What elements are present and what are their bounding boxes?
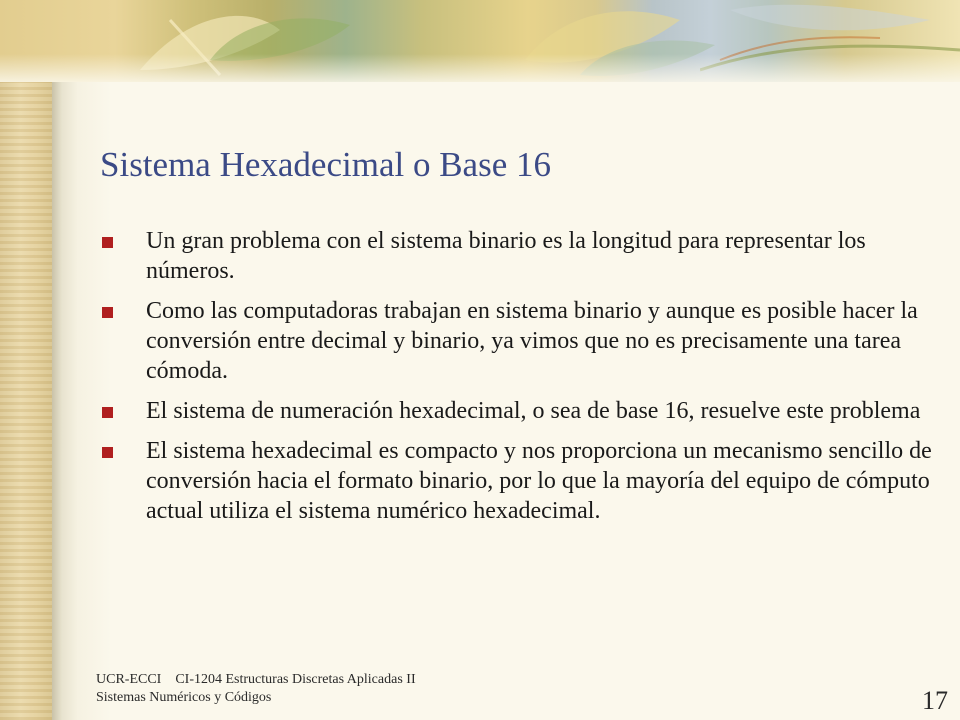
- decorative-banner: [0, 0, 960, 82]
- footer-course: UCR-ECCI CI-1204 Estructuras Discretas Aplicadas II: [96, 672, 416, 687]
- slide-title: Sistema Hexadecimal o Base 16: [100, 145, 551, 184]
- banner-fade: [0, 54, 960, 82]
- footer-topic: Sistemas Numéricos y Códigos: [96, 690, 272, 705]
- bullet-item: [100, 396, 940, 426]
- parchment-strip: [0, 0, 52, 720]
- slide-footer: [96, 671, 416, 707]
- bullet-marker-icon: [102, 307, 113, 318]
- bullet-text: Un gran problema con el sistema binario es la longitud para representar los números.: [146, 228, 866, 284]
- bullet-item: [100, 226, 940, 286]
- bullet-text: El sistema de numeración hexadecimal, o sea de base 16, resuelve este problema: [146, 398, 921, 424]
- bullet-item: [100, 296, 940, 386]
- bullet-text: El sistema hexadecimal es compacto y nos proporciona un mecanismo sencillo de conversión hacia el formato binario, por lo que la mayoría del equipo de cómputo actual utiliza el sistema numérico hexadecimal.: [146, 438, 932, 524]
- bullet-marker-icon: [102, 407, 113, 418]
- bullet-text: Como las computadoras trabajan en sistema binario y aunque es posible hacer la conversión entre decimal y binario, ya vimos que no es precisamente una tarea cómoda.: [146, 298, 918, 384]
- bullet-list: [100, 226, 940, 536]
- bullet-item: [100, 436, 940, 526]
- bullet-marker-icon: [102, 447, 113, 458]
- page-number: 17: [922, 686, 948, 715]
- bullet-marker-icon: [102, 237, 113, 248]
